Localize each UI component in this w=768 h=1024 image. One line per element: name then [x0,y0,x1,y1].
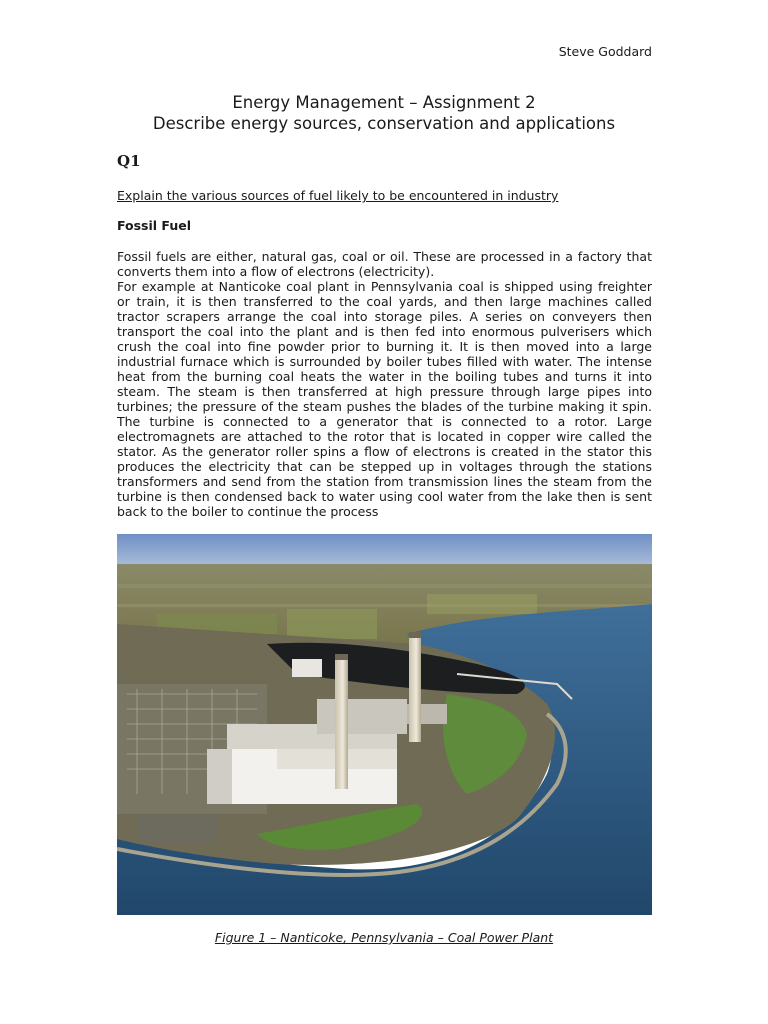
paragraph-intro: Fossil fuels are either, natural gas, coal or oil. These are processed in a factory that converts them into a flow of electrons (electricity). [117,249,652,279]
author-name: Steve Goddard [558,44,652,59]
question-label: Q1 [117,152,141,170]
document-title: Energy Management – Assignment 2 [232,93,536,112]
section-heading: Fossil Fuel [117,218,191,233]
figure-caption: Figure 1 – Nanticoke, Pennsylvania – Coal Power Plant [214,930,554,945]
document-subtitle: Describe energy sources, conservation and applications [152,114,616,133]
section-body [117,249,652,519]
power-plant-photo [117,534,652,915]
paragraph-process: For example at Nanticoke coal plant in Pennsylvania coal is shipped using freighter or train, it is then transferred to the coal yards, and then large machines called tractor scrapers arrange the coal into storage piles. A series on conveyers then transport the coal into the plant and is then fed into enormous pulverisers which crush the coal into fine powder prior to burning it. It is then moved into a large industrial furnace which is surrounded by boiler tubes filled with water. The intense heat from the burning coal heats the water in the boiling tubes and turns it into steam. The steam is then transferred at high pressure through large pipes into turbines; the pressure of the steam pushes the blades of the turbine making it spin. The turbine is connected to a generator that is connected to a rotor. Large electromagnets are attached to the rotor that is located in copper wire called the stator. As the generator roller spins a flow of electrons is created in the stator this produces the electricity that can be stepped up in voltages through the stations transformers and send from the station from transmission lines the steam from the turbine is then condensed back to water using cool water from the lake then is sent back to the boiler to continue the process [117,279,652,519]
question-prompt: Explain the various sources of fuel likely to be encountered in industry [117,188,559,203]
